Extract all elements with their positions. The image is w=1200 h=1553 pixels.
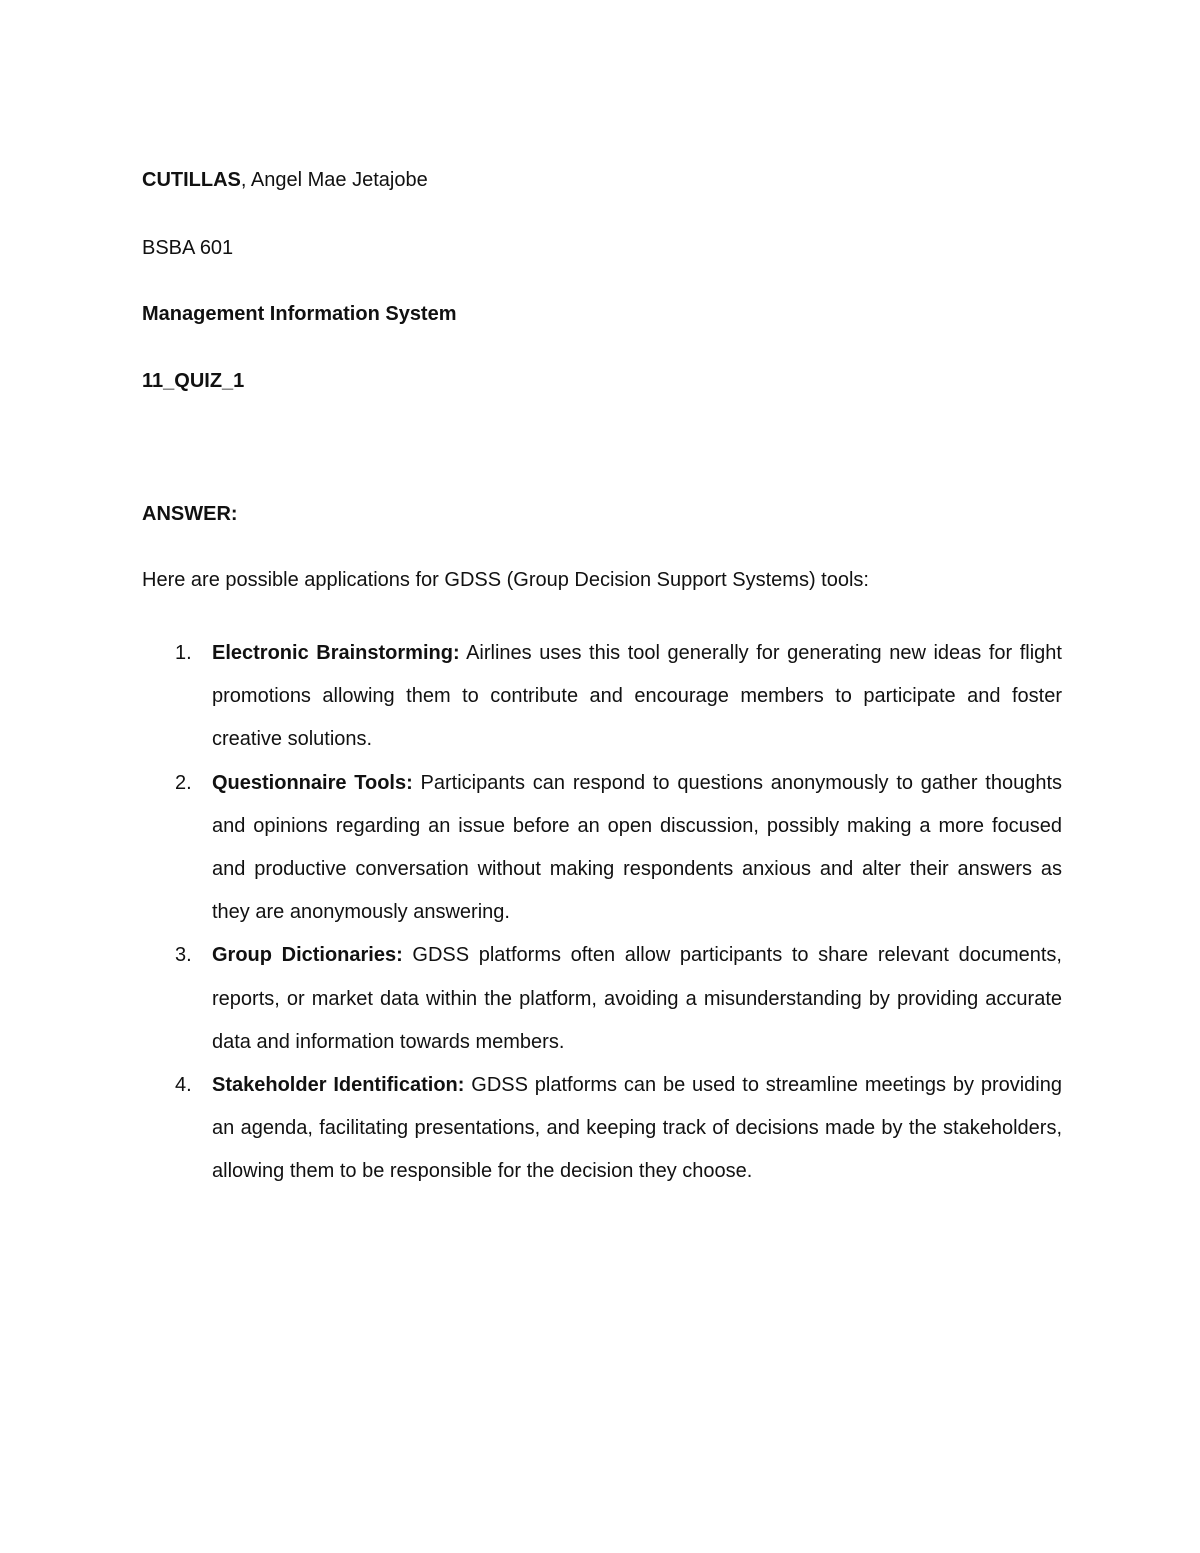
list-item-term: Group Dictionaries:: [212, 944, 403, 967]
quiz-title: 11_QUIZ_1: [142, 370, 245, 392]
list-item-number: 4.: [175, 1074, 192, 1097]
list-item: [142, 632, 1062, 762]
list-item: [142, 1064, 1062, 1194]
list-item-text: GDSS platforms often allow participants to share relevant documents, reports, or market data within the platform, avoiding a misunderstanding by providing accurate data and information towards members.: [212, 944, 1062, 1053]
list-item-number: 3.: [175, 944, 192, 967]
list-item: [142, 762, 1062, 935]
answer-intro: Here are possible applications for GDSS (Group Decision Support Systems) tools:: [142, 569, 869, 591]
student-given-names: , Angel Mae Jetajobe: [240, 169, 428, 191]
list-item-number: 1.: [175, 642, 192, 664]
section-label: BSBA 601: [142, 237, 234, 259]
list-item: [142, 934, 1062, 1064]
course-title: Management Information System: [142, 303, 457, 325]
list-item-term: Questionnaire Tools:: [212, 771, 413, 794]
list-item-text: GDSS platforms can be used to streamline meetings by providing an agenda, facilitating presentations, and keeping track of decisions made by the stakeholders, allowing them to be responsible for the decision they choose.: [212, 1074, 1062, 1183]
list-item-term: Electronic Brainstorming:: [212, 642, 460, 664]
student-surname: CUTILLAS: [142, 169, 241, 191]
answer-heading: ANSWER:: [142, 503, 238, 525]
list-item-term: Stakeholder Identification:: [212, 1074, 465, 1097]
student-name: [142, 168, 428, 192]
gdss-applications-list: [142, 632, 1062, 1194]
list-item-text: Airlines uses this tool generally for generating new ideas for flight promotions allowing them to contribute and encourage members to participate and foster creative solutions.: [212, 642, 1062, 751]
list-item-text: Participants can respond to questions anonymously to gather thoughts and opinions regarding an issue before an open discussion, possibly making a more focused and productive conversation without making respondents anxious and alter their answers as they are anonymously answering.: [212, 771, 1062, 924]
list-item-number: 2.: [175, 771, 192, 794]
